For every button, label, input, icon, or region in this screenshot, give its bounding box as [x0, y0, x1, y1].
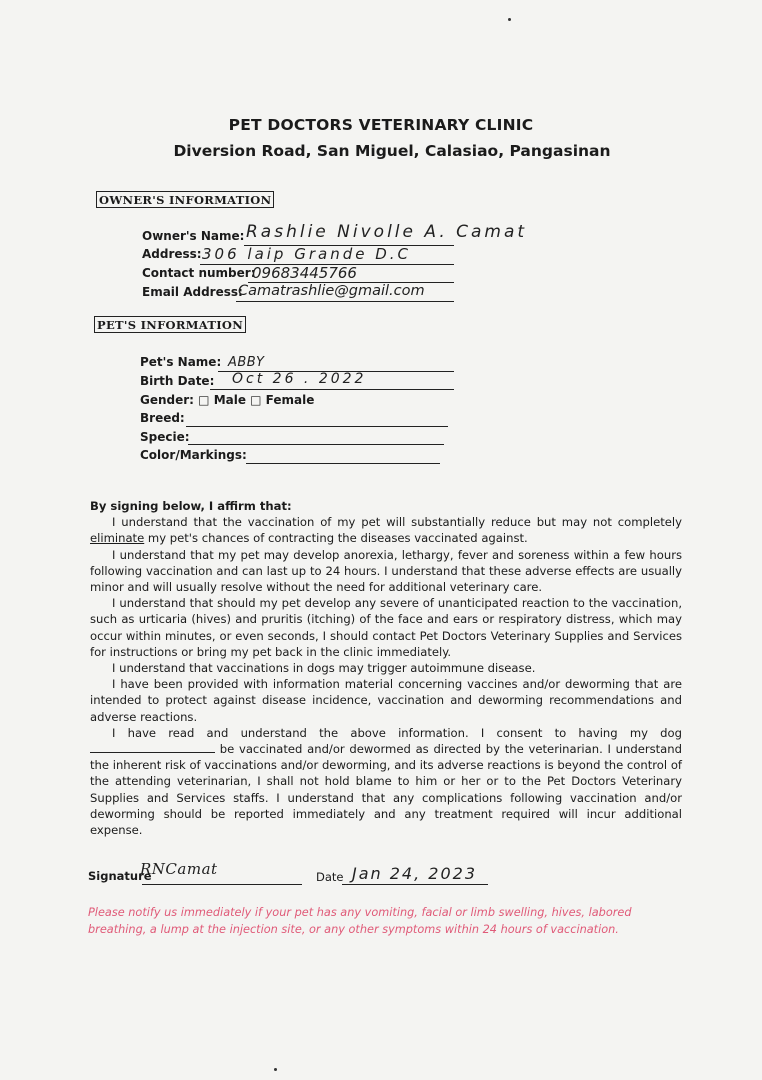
consent-text-span: I understand that the vaccination of my pet will substantially reduce but may not completely	[112, 515, 682, 530]
owner-email-label: Email Address:	[142, 285, 243, 299]
pet-name-value: ABBY	[228, 355, 265, 370]
pet-color-line	[246, 463, 440, 464]
pet-breed-line	[186, 426, 448, 427]
date-value: Jan 24, 2023	[352, 864, 477, 883]
owner-address-label: Address:	[142, 247, 202, 261]
consent-text	[90, 498, 682, 838]
consent-intro: By signing below, I affirm that:	[90, 499, 292, 513]
owner-address-value: 306 laip Grande D.C	[202, 245, 412, 263]
consent-text-span: I have read and understand the above information. I consent to having my dog	[112, 725, 682, 740]
pet-name-label: Pet's Name:	[140, 355, 222, 369]
pet-gender-label: Gender:	[140, 393, 194, 407]
consent-paragraph: I understand that my pet may develop anorexia, lethargy, fever and soreness within a few hours following vaccination and can last up to 24 hours. I understand that these adverse effects are usually minor and will usually resolve without the need for additional veterinary care.	[90, 547, 682, 595]
owner-contact-value: 09683445766	[252, 264, 357, 282]
owner-email-value: Camatrashlie@gmail.com	[238, 283, 425, 299]
consent-text-span: my pet's chances of contracting the diseases vaccinated against.	[144, 531, 528, 546]
clinic-name: PET DOCTORS VETERINARY CLINIC	[228, 116, 534, 134]
pet-specie-label: Specie:	[140, 430, 190, 444]
owner-section-title: OWNER'S INFORMATION	[96, 191, 274, 208]
scan-speck	[274, 1068, 277, 1071]
pet-breed-label: Breed:	[140, 411, 185, 425]
date-label: Date	[316, 870, 344, 884]
consent-paragraph: I have been provided with information material concerning vaccines and/or deworming that are intended to protect against disease incidence, vaccination and deworming recommendations and adverse reactions.	[90, 677, 682, 724]
scan-speck	[508, 18, 511, 21]
pet-birth-label: Birth Date:	[140, 374, 215, 388]
signature-value: RNCamat	[140, 860, 218, 878]
pet-specie-line	[188, 444, 444, 445]
dog-name-blank	[90, 742, 215, 753]
owner-name-value: Rashlie Nivolle A. Camat	[246, 222, 528, 242]
consent-paragraph	[90, 514, 682, 546]
signature-label: Signature	[88, 869, 152, 883]
owner-contact-label: Contact number:	[142, 266, 256, 280]
consent-paragraph: I understand that vaccinations in dogs may trigger autoimmune disease.	[112, 661, 536, 676]
pet-gender-row	[140, 393, 314, 407]
clinic-address: Diversion Road, San Miguel, Calasiao, Pangasinan	[173, 142, 611, 160]
consent-underlined-word: eliminate	[90, 531, 145, 546]
consent-paragraph: I understand that should my pet develop any severe of unanticipated reaction to the vaccination, such as urticaria (hives) and pruritis (itching) of the face and ears or respiratory distress, which may occur within minutes, or even seconds, I should contact Pet Doctors Veterinary Supplies and Services for instructions or bring my pet back in the clinic immediately.	[90, 596, 682, 659]
pet-section-title: PET'S INFORMATION	[94, 316, 246, 333]
notice-text: Please notify us immediately if your pet has any vomiting, facial or limb swelling, hives, labored breathing, a lump at the injection site, or any other symptoms within 24 hours of vaccination.	[88, 906, 632, 936]
owner-name-label: Owner's Name:	[142, 229, 245, 243]
pet-gender-options: □ Male □ Female	[198, 393, 315, 407]
consent-text-span: be vaccinated and/or dewormed as directed by the veterinarian. I understand the inherent risk of vaccinations and/or deworming, and its adverse reactions is beyond the control of the attending veterinarian, I shall not hold blame to him or her or to the Pet Doctors Veterinary Supplies and Services staffs. I understand that any complications following vaccination and/or deworming should be reported immediately and any treatment required will incur additional expense.	[90, 742, 682, 838]
signature-line	[142, 884, 302, 885]
pet-birth-value: Oct 26 . 2022	[232, 371, 367, 387]
owner-email-line	[236, 301, 454, 302]
date-line	[342, 884, 488, 885]
pet-color-label: Color/Markings:	[140, 448, 247, 462]
consent-paragraph	[90, 725, 682, 838]
pet-birth-line	[210, 389, 454, 390]
